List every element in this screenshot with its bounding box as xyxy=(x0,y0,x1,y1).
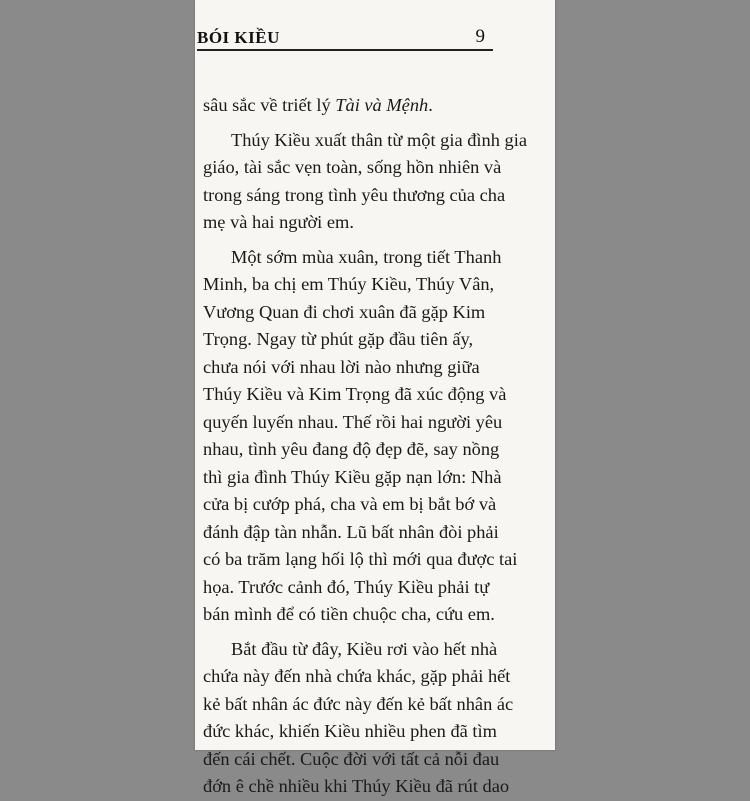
text-line: Trọng. Ngay từ phút gặp đầu tiên ấy, xyxy=(203,329,474,349)
text-line: chưa nói với nhau lời nào nhưng giữa xyxy=(203,356,480,377)
text-line: chứa này đến nhà chứa khác, gặp phải hết xyxy=(203,666,511,686)
paragraph xyxy=(203,127,527,237)
running-title: BÓI KIỀU xyxy=(197,28,280,47)
text-line: cửa bị cướp phá, cha và em bị bắt bớ và xyxy=(203,494,497,514)
text-line: giáo, tài sắc vẹn toàn, sống hồn nhiên và xyxy=(203,157,502,177)
text-line: đức khác, khiến Kiều nhiều phen đã tìm xyxy=(203,721,497,741)
text-line: sâu sắc về triết lý Tài và Mệnh. xyxy=(203,95,433,115)
paragraph xyxy=(203,244,518,629)
text-line: trong sáng trong tình yêu thương của cha xyxy=(203,184,506,205)
text-line: bán mình để có tiền chuộc cha, cứu em. xyxy=(203,604,495,624)
text-line: Vương Quan đi chơi xuân đã gặp Kim xyxy=(203,301,486,322)
text-line: kẻ bất nhân ác đức này đến kẻ bất nhân ác xyxy=(203,693,514,714)
text-line: họa. Trước cảnh đó, Thúy Kiều phải tự xyxy=(203,576,490,597)
text-line: Thúy Kiều và Kim Trọng đã xúc động và xyxy=(203,384,507,404)
text-line: nhau, tình yêu đang độ đẹp đẽ, say nồng xyxy=(203,439,500,459)
header-rule xyxy=(197,49,493,51)
text-line: có ba trăm lạng hối lộ thì mới qua được tai xyxy=(203,549,518,569)
paragraph xyxy=(203,636,514,801)
italic-phrase: Tài và Mệnh xyxy=(335,95,429,115)
text-line: Bắt đầu từ đây, Kiều rơi vào hết nhà xyxy=(231,638,498,659)
text-line: thì gia đình Thúy Kiều gặp nạn lớn: Nhà xyxy=(203,466,502,487)
page-header xyxy=(197,24,489,50)
text-line: đến cái chết. Cuộc đời với tất cả nỗi đau xyxy=(203,748,500,769)
text-line: Minh, ba chị em Thúy Kiều, Thúy Vân, xyxy=(203,274,495,294)
text-line: Thúy Kiều xuất thân từ một gia đình gia xyxy=(231,129,527,150)
body-text xyxy=(203,92,527,801)
page-number: 9 xyxy=(475,26,485,47)
text-line: đớn ê chề nhiều khi Thúy Kiều đã rút dao xyxy=(203,776,510,796)
text-line: Một sớm mùa xuân, trong tiết Thanh xyxy=(231,246,502,267)
text-line: đánh đập tàn nhẫn. Lũ bất nhân đòi phải xyxy=(203,521,499,542)
paragraph xyxy=(203,92,505,120)
text-line: quyến luyến nhau. Thế rồi hai người yêu xyxy=(203,411,503,432)
text-line: mẹ và hai người em. xyxy=(203,212,354,232)
book-page xyxy=(195,0,555,796)
